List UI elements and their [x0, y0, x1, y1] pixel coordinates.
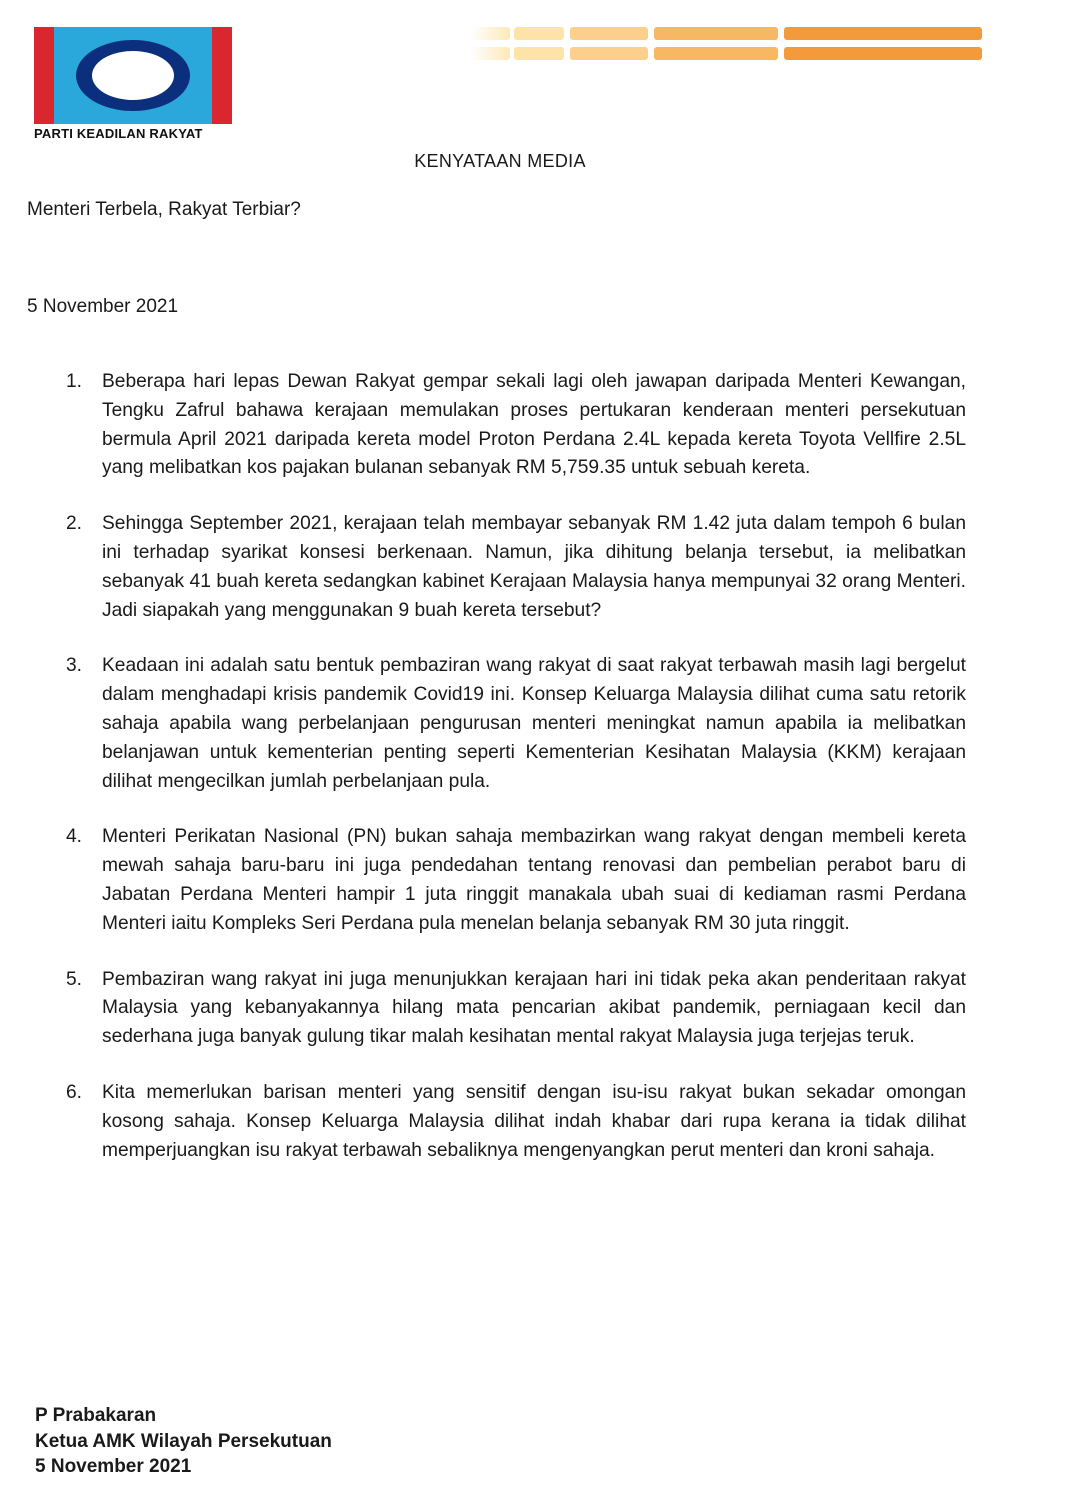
signature-date: 5 November 2021 [35, 1456, 192, 1477]
item-number: 4. [66, 826, 83, 848]
document-title: Menteri Terbela, Rakyat Terbiar? [27, 199, 301, 220]
header-stripes [470, 27, 985, 67]
document-date: 5 November 2021 [27, 296, 179, 317]
logo-eye-inner [92, 51, 174, 100]
stripe [470, 47, 510, 60]
stripe [784, 27, 982, 40]
party-logo [34, 27, 234, 140]
list-item [66, 1079, 966, 1165]
signature-block [35, 1403, 332, 1480]
list-item [66, 823, 966, 938]
stripe [470, 27, 510, 40]
item-number: 5. [66, 968, 83, 990]
item-text: Sehingga September 2021, kerajaan telah membayar sebanyak RM 1.42 juta dalam tempoh 6 bulan ini terhadap syarikat konsesi berkenaan. Namun, jika dihitung belanja tersebut, ia melibatkan sebanyak 41 buah kereta sedangkan kabinet Kerajaan Malaysia hanya mempunyai 32 orang Menteri. Jadi siapakah yang menggunakan 9 buah kereta tersebut? [102, 513, 966, 621]
item-text: Pembaziran wang rakyat ini juga menunjukkan kerajaan hari ini tidak peka akan penderitaan rakyat Malaysia yang kebanyakannya hilang mata pencarian akibat pandemik, perniagaan kecil dan sederhana juga banyak gulung tikar malah kesihatan mental rakyat Malaysia juga terjejas teruk. [102, 968, 966, 1048]
stripe [514, 27, 564, 40]
stripe [654, 27, 778, 40]
item-number: 2. [66, 513, 83, 535]
logo-text: PARTI KEADILAN RAKYAT [34, 126, 203, 141]
stripe [570, 47, 648, 60]
list-item [66, 368, 966, 483]
document-heading: KENYATAAN MEDIA [414, 151, 586, 171]
signature-position: Ketua AMK Wilayah Persekutuan [35, 1430, 332, 1452]
item-number: 6. [66, 1081, 83, 1103]
signature-name: P Prabakaran [35, 1405, 157, 1426]
list-item [66, 966, 966, 1052]
stripe [570, 27, 648, 40]
item-number: 3. [66, 655, 83, 677]
stripe [514, 47, 564, 60]
item-number: 1. [66, 371, 83, 392]
stripe [654, 47, 778, 60]
list-item [66, 652, 966, 796]
list-item [66, 510, 966, 625]
item-text: Keadaan ini adalah satu bentuk pembaziran wang rakyat di saat rakyat terbawah masih lagi bergelut dalam menghadapi krisis pandemik Covid19 ini. Konsep Keluarga Malaysia dilihat cuma satu retorik sahaja apabila wang perbelanjaan pengurusan menteri meningkat namun apabila ia melibatkan belanjawan untuk kementerian penting seperti Kementerian Kesihatan Malaysia (KKM) kerajaan dilihat mengecilkan jumlah perbelanjaan pula. [102, 655, 966, 792]
item-text: Menteri Perikatan Nasional (PN) bukan sahaja membazirkan wang rakyat dengan membeli kereta mewah sahaja baru-baru ini juga pendedahan tentang renovasi dan pembelian perabot baru di Jabatan Perdana Menteri hampir 1 juta ringgit manakala ubah suai di kediaman rasmi Perdana Menteri iaitu Kompleks Seri Perdana pula menelan belanja sebanyak RM 30 juta ringgit. [102, 826, 966, 934]
item-text: Kita memerlukan barisan menteri yang sensitif dengan isu-isu rakyat bukan sekadar omongan kosong sahaja. Konsep Keluarga Malaysia dilihat indah khabar dari rupa kerana ia tidak dilihat memperjuangkan isu rakyat terbawah sebaliknya mengenyangkan perut menteri dan kroni sahaja. [102, 1081, 966, 1161]
stripe [784, 47, 982, 60]
statement-list [66, 368, 966, 1192]
item-text: Beberapa hari lepas Dewan Rakyat gempar sekali lagi oleh jawapan daripada Menteri Kewangan, Tengku Zafrul bahawa kerajaan memulakan proses pertukaran kenderaan menteri persekutuan bermula April 2021 daripada kereta model Proton Perdana 2.4L kepada kereta Toyota Vellfire 2.5L yang melibatkan kos pajakan bulanan sebanyak RM 5,759.35 untuk sebuah kereta. [102, 371, 966, 479]
